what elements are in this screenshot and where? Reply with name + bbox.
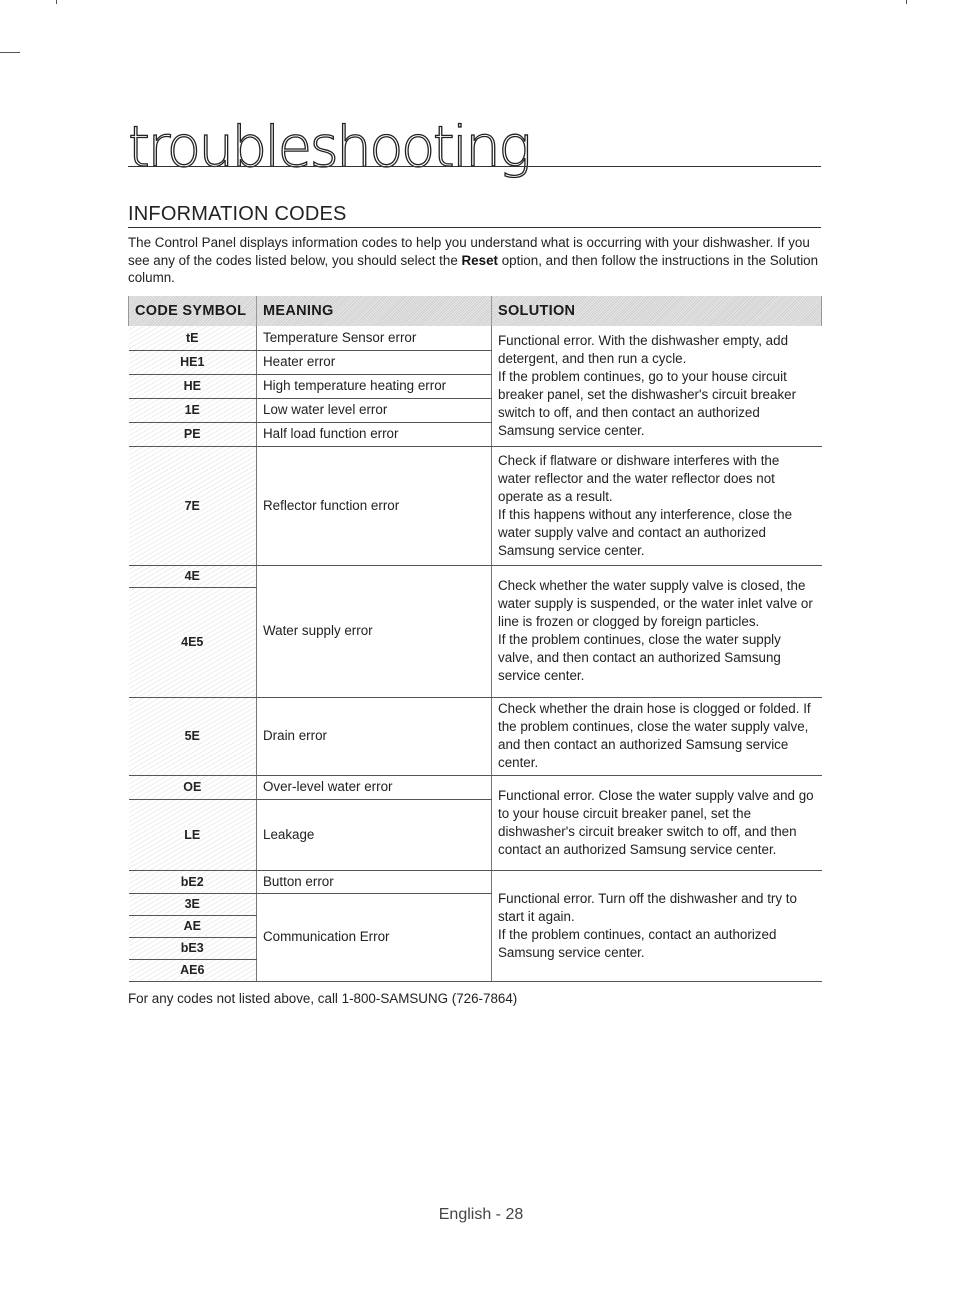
code-meaning: Water supply error xyxy=(257,565,492,697)
intro-text-before: The Control Panel displays information codes to help you understand what is occurring with your dishwasher. If you see any of the codes listed below, you should select the xyxy=(128,235,810,268)
code-meaning: Half load function error xyxy=(257,422,492,446)
table-row xyxy=(129,775,822,799)
table-row xyxy=(129,565,822,587)
intro-reset-keyword: Reset xyxy=(461,252,498,268)
code-symbol: PE xyxy=(129,422,257,446)
code-meaning: Low water level error xyxy=(257,398,492,422)
solution-paragraph: Functional error. Close the water supply valve and go to your house circuit breaker panel, set the dishwasher's circuit breaker switch to off, and then contact an authorized Samsung service center. xyxy=(498,787,814,857)
crop-mark-top-left xyxy=(56,0,57,4)
crop-mark-left xyxy=(0,52,20,53)
crop-mark-top-right xyxy=(906,0,907,4)
solution-paragraph: Functional error. With the dishwasher empty, add detergent, and then run a cycle. xyxy=(498,332,789,366)
intro-paragraph xyxy=(128,234,828,287)
code-symbol: 5E xyxy=(129,697,257,775)
code-symbol: 3E xyxy=(129,893,257,915)
code-symbol: bE2 xyxy=(129,870,257,893)
code-symbol: HE1 xyxy=(129,350,257,374)
code-symbol: LE xyxy=(129,799,257,870)
section-rule xyxy=(128,227,821,228)
solution-paragraph: If this happens without any interference, close the water supply valve and contact an authorized Samsung service center. xyxy=(498,506,793,558)
code-meaning: Temperature Sensor error xyxy=(257,326,492,350)
code-symbol: 1E xyxy=(129,398,257,422)
solution-paragraph: Functional error. Turn off the dishwasher and try to start it again. xyxy=(498,890,797,924)
code-meaning: Reflector function error xyxy=(257,446,492,565)
footer-note: For any codes not listed above, call 1-800-SAMSUNG (726-7864) xyxy=(128,991,518,1006)
code-solution xyxy=(492,775,822,870)
code-meaning: Over-level water error xyxy=(257,775,492,799)
solution-paragraph: Check whether the drain hose is clogged or folded. If the problem continues, close the water supply valve, and then contact an authorized Samsung service center. xyxy=(498,701,811,770)
code-solution xyxy=(492,697,822,775)
code-symbol: HE xyxy=(129,374,257,398)
solution-paragraph: If the problem continues, go to your house circuit breaker panel, set the dishwasher's circuit breaker switch to off, and then contact an authorized Samsung service center. xyxy=(498,368,797,438)
solution-paragraph: If the problem continues, contact an authorized Samsung service center. xyxy=(498,926,777,960)
solution-paragraph: Check whether the water supply valve is closed, the water supply is suspended, or the water inlet valve or line is frozen or clogged by foreign particles. xyxy=(498,578,813,629)
code-meaning: Button error xyxy=(257,870,492,893)
code-symbol: 4E5 xyxy=(129,587,257,697)
code-symbol: bE3 xyxy=(129,937,257,959)
title-rule xyxy=(128,166,821,167)
code-symbol: tE xyxy=(129,326,257,350)
table-row xyxy=(129,326,822,350)
solution-paragraph: If the problem continues, close the water supply valve, and then contact an authorized Samsung service center. xyxy=(498,632,781,683)
code-meaning: Heater error xyxy=(257,350,492,374)
header-meaning: MEANING xyxy=(257,296,492,326)
code-meaning: Leakage xyxy=(257,799,492,870)
section-heading: INFORMATION CODES xyxy=(128,203,347,225)
code-meaning: High temperature heating error xyxy=(257,374,492,398)
table-header-row xyxy=(129,296,822,326)
code-solution xyxy=(492,326,822,446)
solution-paragraph: Check if flatware or dishware interferes with the water reflector and the water reflector does not operate as a result. xyxy=(498,452,780,504)
code-symbol: AE6 xyxy=(129,959,257,981)
table-row xyxy=(129,870,822,893)
information-codes-table xyxy=(128,296,822,982)
table-row xyxy=(129,446,822,565)
code-symbol: 7E xyxy=(129,446,257,565)
header-solution: SOLUTION xyxy=(492,296,822,326)
code-symbol: 4E xyxy=(129,565,257,587)
code-meaning: Drain error xyxy=(257,697,492,775)
code-solution xyxy=(492,565,822,697)
code-solution xyxy=(492,446,822,565)
header-code-symbol: CODE SYMBOL xyxy=(129,296,257,326)
code-symbol: AE xyxy=(129,915,257,937)
intro-text-after: option, and then follow the instructions in the Solution column. xyxy=(128,252,819,285)
code-meaning: Communication Error xyxy=(257,893,492,981)
page-number: English - 28 xyxy=(438,1206,524,1223)
code-symbol: OE xyxy=(129,775,257,799)
table-row xyxy=(129,697,822,775)
code-solution xyxy=(492,870,822,981)
page-title: troubleshooting xyxy=(128,115,530,180)
